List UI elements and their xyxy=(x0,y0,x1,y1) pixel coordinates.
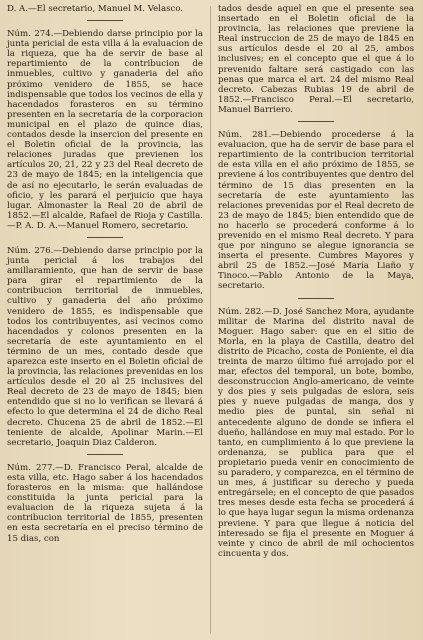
separator-rule xyxy=(87,20,123,21)
separator-rule xyxy=(87,237,123,238)
notice-text: Núm. 281.—Debiendo procederse á la evaluacion, que ha de servir de base para el repartimiento de la contribucion territorial de esta villa en el año próximo de 1855, se previene á los contribuyentes que dentro del término de 15 dias presenten en la secretaría de este ayuntamiento las relaciones prevenidas por el Real decreto de 23 de mayo de 1845; bien entendido que de no hacerlo se procederá conforme á lo prevenido en el mismo Real decreto. Y para que por ninguno se alegue ignorancia se inserta el presente. Cumbres Mayores y abril 25 de 1852.—José María Liaño y Tinoco.—Pablo Antonio de la Maya, secretario. xyxy=(218,130,414,292)
right-column xyxy=(218,4,414,559)
separator-rule xyxy=(298,121,334,122)
notice-text: Núm. 282.—D. José Sanchez Mora, ayudante militar de Marina del distrito naval de Moguer. Hago saber: que en el sitio de Morla, en la playa de Castilla, deatro del distrito de Picacho, costa de Poniente, el dia treinta de marzo último fué arrojado por el mar, efectos del temporal, un bote, bombo, desconstruccion Anglo-americano, de veinte y dos pies y seis pulgadas de eslora, seis pies y nueve pulgadas de manga, dos y medio pies de puntal, sin señal ni antecedente alguno de donde se infiera el dueño, hallándose en muy mal estado. Por lo tanto, en cumplimiento á lo que previene la ordenanza, se publica para que el propietario pueda venir en conocimiento de su paradero, y comparezca, en el término de un mes, á justificar su derecho y pueda entregársele; en el concepto de que pasados tres meses desde esta fecha se procederá á lo que haya lugar segun la misma ordenanza previene. Y para que llegue á noticia del interesado se fija el presente en Moguer á veinte y cinco de abril de mil ochocientos cincuenta y dos. xyxy=(218,306,414,559)
notice-text: Núm. 276.—Debiendo darse principio por la junta pericial á los trabajos del amillaramiento, que han de servir de base para girar el repartimiento de la contribucion territorial de inmuebles, cultivo y ganaderia del año próximo venidero de 1855, es indispensable que todos los contribuyentes, así vecinos como hacendados y colonos presenten en la secretaría de este ayuntamiento en el término de un mes, contado desde que aparezca este inserto en el Boletin oficial de la provincia, las relaciones prevenidas en los artículos desde el 20 al 25 inclusives del Real decreto de 23 de mayo de 1845; bien entendido que si no lo verifican se llevará á efecto lo que determina el 24 de dicho Real decreto. Chucena 25 de abril de 1852.—El teniente de alcalde, Apolinar Marin.—El secretario, Joaquin Diaz Calderon. xyxy=(7,245,203,448)
separator-rule xyxy=(298,298,334,299)
notice-entry xyxy=(7,463,203,544)
notice-entry xyxy=(7,246,203,448)
right-continuation-text: tados desde aquel en que el presente sea insertado en el Boletin oficial de la provincia, las relaciones que previene la Real instruccion de 25 de mayo de 1845 en sus artículos desde el 20 al 25, ambos inclusives; en el concepto que el que á lo prevenido faltare será castigado con las penas que marca el art. 24 del mismo Real decreto. Cabezas Rubias 19 de abril de 1852.—Francisco Peral.—El secretario, Manuel Barriero. xyxy=(218,4,414,115)
column-divider xyxy=(210,6,211,634)
left-column xyxy=(7,4,203,544)
separator-rule xyxy=(87,454,123,455)
notice-text: Núm. 277.—D. Francisco Peral, alcalde de esta villa, etc. Hago saber á los hacendados forasteros en la misma: que hallándose constituida la junta pericial para la evaluacion de la riqueza sujeta á la contribucion territorial de 1855, presenten en esta secretaría en el preciso término de 15 dias, con xyxy=(7,462,203,544)
left-continuation-text: D. A.—El secretario, Manuel M. Velasco. xyxy=(7,4,184,14)
notice-text: Núm. 274.—Debiendo darse principio por la junta pericial de esta villa á la evaluacion de la riqueza, que ha de servir de base al repartimiento de la contribucion de inmuebles, cultivo y ganaderia del año próximo venidero de 1855, se hace indispensable que todos los vecinos de ella y hacendados forasteros en su término presenten en la secretaría de la corporacion municipal en el plazo de quince dias, contados desde la insercion del presente en el Boletin oficial de la provincia, las relaciones juradas que previenen los artículos 20, 21, 22 y 23 del Real decreto de 23 de mayo de 1845; en la inteligencia que de así no ejecutarlo, le serán evaluadas de oficio, y les parará el perjuicio que haya lugar. Almonaster la Real 20 de abril de 1852.—El alcalde, Rafael de Rioja y Castilla.—P. A. D. A.—Manuel Romero, secretario. xyxy=(7,29,203,231)
notice-entry xyxy=(218,130,414,292)
notice-entry xyxy=(7,29,203,231)
notice-entry xyxy=(218,307,414,559)
